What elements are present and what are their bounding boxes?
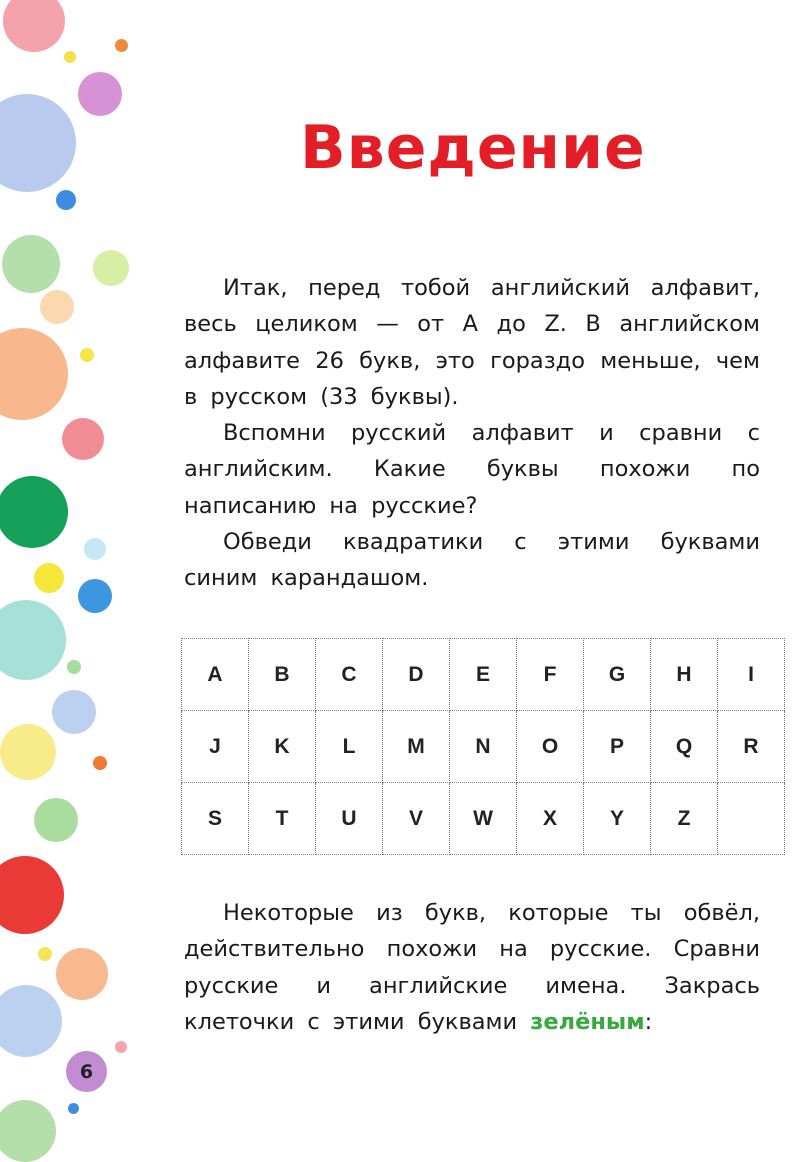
paragraph-text: Некоторые из букв, которые ты обвёл, действительно похожи на русские. Сравни русские и английские имена. Закрась клеточки с этими буквами: [184, 900, 760, 1035]
dot: [64, 51, 76, 63]
dot: [0, 94, 76, 192]
dot: [0, 476, 68, 548]
page-number: 6: [66, 1051, 107, 1092]
highlight-word: зелёным: [530, 1008, 645, 1035]
letter-cell[interactable]: P: [584, 711, 651, 783]
dot: [93, 756, 107, 770]
letter-cell[interactable]: J: [182, 711, 249, 783]
paragraph: Вспомни русский алфавит и сравни с английским. Какие буквы похожи по написанию на русские?: [184, 420, 760, 519]
page-title: Введение: [300, 113, 646, 183]
letter-cell[interactable]: T: [249, 783, 316, 855]
letter-cell[interactable]: D: [383, 639, 450, 711]
letter-cell[interactable]: N: [450, 711, 517, 783]
dot: [67, 660, 81, 674]
dot: [0, 985, 62, 1057]
dot: [0, 856, 64, 934]
dot: [52, 690, 96, 734]
dot: [115, 39, 128, 52]
letter-cell[interactable]: [718, 783, 785, 855]
letter-cell[interactable]: X: [517, 783, 584, 855]
paragraph: Итак, перед тобой английский алфавит, весь целиком — от A до Z. В английском алфавите 26 букв, это гораздо меньше, чем в русском (33 буквы).: [184, 275, 760, 410]
paragraph-suffix: :: [644, 1008, 653, 1035]
letter-cell[interactable]: A: [182, 639, 249, 711]
letter-cell[interactable]: W: [450, 783, 517, 855]
letter-cell[interactable]: U: [316, 783, 383, 855]
outro-text: [184, 895, 760, 1040]
letter-cell[interactable]: M: [383, 711, 450, 783]
intro-text: [184, 270, 760, 597]
dot: [0, 1100, 56, 1162]
dot: [56, 948, 108, 1000]
dot: [80, 348, 94, 362]
dot: [84, 538, 106, 560]
letter-cell[interactable]: O: [517, 711, 584, 783]
letter-cell[interactable]: Z: [651, 783, 718, 855]
letter-cell[interactable]: F: [517, 639, 584, 711]
letter-cell[interactable]: S: [182, 783, 249, 855]
paragraph: [184, 895, 760, 1040]
dot: [56, 190, 76, 210]
dot: [0, 328, 68, 420]
letter-cell[interactable]: L: [316, 711, 383, 783]
dot: [93, 250, 129, 286]
grid-row: [182, 711, 785, 783]
letter-cell[interactable]: Q: [651, 711, 718, 783]
letter-cell[interactable]: K: [249, 711, 316, 783]
dot: [0, 724, 56, 780]
dot: [78, 72, 122, 116]
dot: [3, 0, 65, 52]
letter-cell[interactable]: C: [316, 639, 383, 711]
letter-cell[interactable]: G: [584, 639, 651, 711]
decorative-dots: [0, 0, 140, 1152]
dot: [34, 563, 64, 593]
dot: [68, 1103, 79, 1114]
dot: [115, 1041, 127, 1053]
letter-cell[interactable]: V: [383, 783, 450, 855]
letter-cell[interactable]: E: [450, 639, 517, 711]
alphabet-grid: [181, 638, 785, 855]
dot: [78, 579, 112, 613]
grid-row: [182, 783, 785, 855]
dot: [62, 418, 104, 460]
grid-row: [182, 639, 785, 711]
dot: [2, 235, 60, 293]
dot: [0, 600, 66, 680]
dot: [34, 798, 78, 842]
paragraph: Обведи квадратики с этими буквами синим карандашом.: [184, 529, 760, 592]
letter-cell[interactable]: Y: [584, 783, 651, 855]
dot: [40, 290, 74, 324]
letter-cell[interactable]: I: [718, 639, 785, 711]
letter-cell[interactable]: H: [651, 639, 718, 711]
letter-cell[interactable]: R: [718, 711, 785, 783]
letter-cell[interactable]: B: [249, 639, 316, 711]
dot: [38, 947, 52, 961]
